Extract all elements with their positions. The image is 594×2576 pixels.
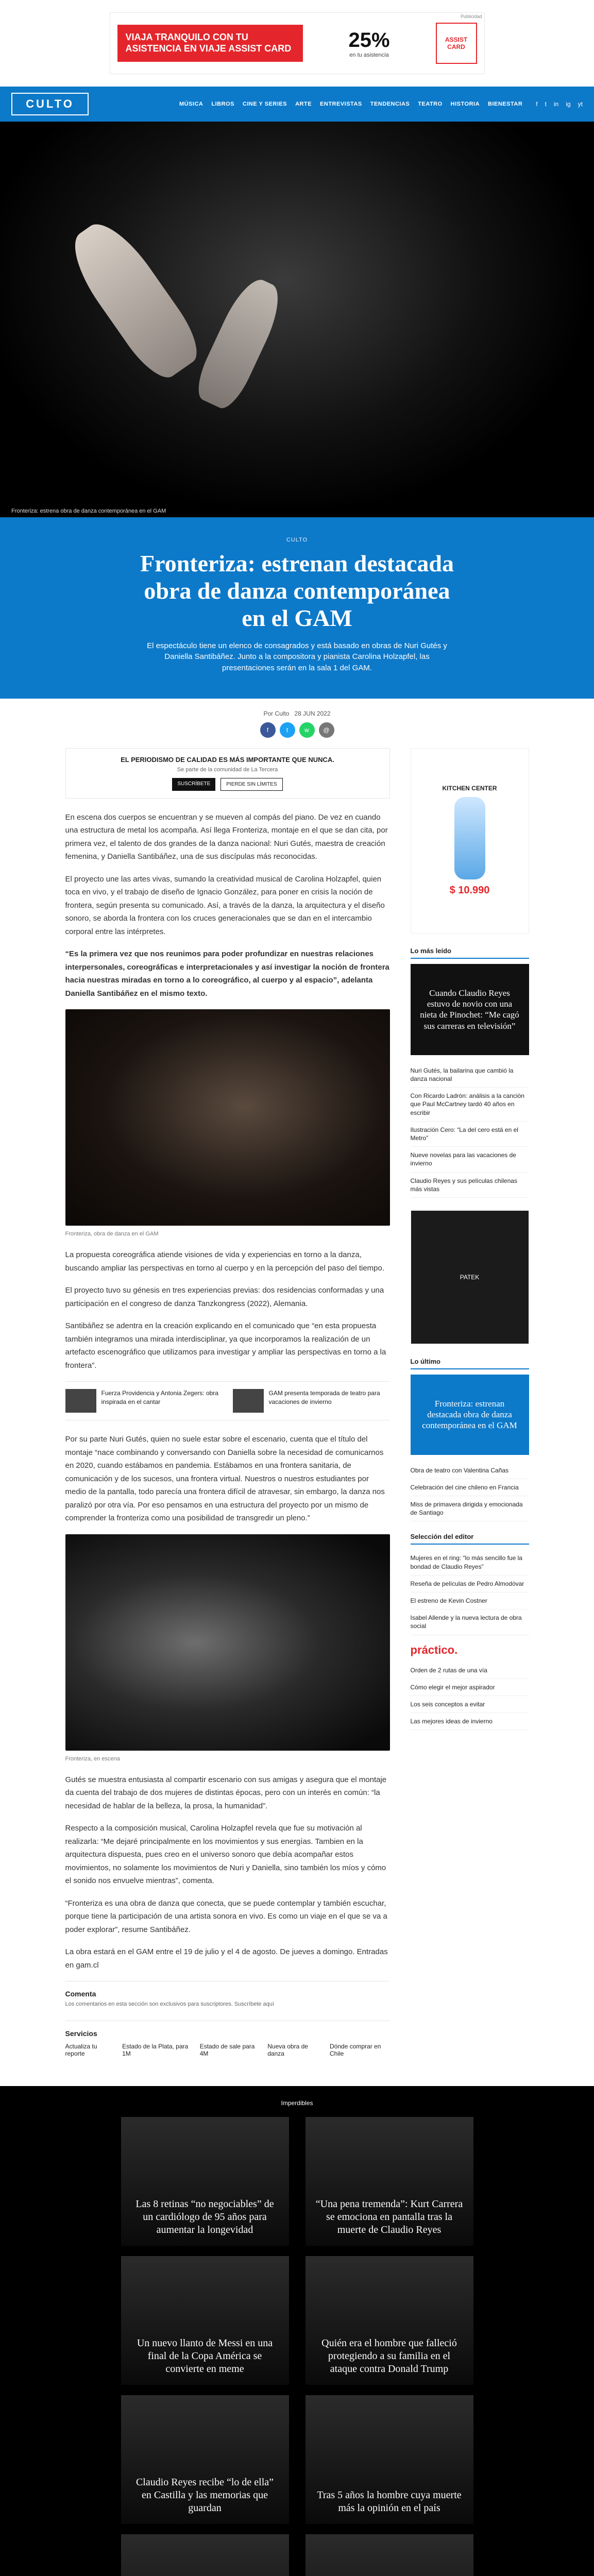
imperdible-card[interactable]: Claudio Reyes recibe “lo de ella” en Castilla y las memorias que guardan <box>121 2395 289 2524</box>
nav-link[interactable]: ENTREVISTAS <box>320 101 362 107</box>
editor-item[interactable]: Isabel Allende y la nueva lectura de obra social <box>411 1609 529 1635</box>
sidebar-ad[interactable] <box>411 748 529 934</box>
ad-tag: en tu asistencia <box>349 52 389 58</box>
most-read-item[interactable]: Ilustración Cero: “La del cero está en el Metro” <box>411 1122 529 1147</box>
practico-item[interactable]: Las mejores ideas de invierno <box>411 1713 529 1730</box>
latest-card[interactable]: Fronteriza: estrenan destacada obra de danza contemporánea en el GAM <box>411 1375 529 1455</box>
imperdibles-section <box>0 2086 594 2576</box>
service-item[interactable]: Dónde comprar en Chile <box>330 2043 381 2058</box>
hero-caption: Fronteriza: estrena obra de danza contemporánea en el GAM <box>0 505 594 517</box>
imperdible-card[interactable]: Las 8 retinas “no negociables” de un cardiólogo de 95 años para aumentar la longevidad <box>121 2117 289 2246</box>
service-item[interactable]: Nueva obra de danza <box>267 2043 308 2058</box>
article-header <box>0 517 594 699</box>
ad-headline: VIAJA TRANQUILO CON TU ASISTENCIA EN VIAJE ASSIST CARD <box>117 25 303 61</box>
nav-link[interactable]: BIENESTAR <box>488 101 523 107</box>
imperdibles-grid <box>0 2117 594 2576</box>
article-image <box>65 1534 390 1751</box>
nav-link[interactable]: TENDENCIAS <box>370 101 410 107</box>
dancer-figure <box>60 212 208 386</box>
image-caption: Fronteriza, en escena <box>65 1755 120 1762</box>
editor-item[interactable]: Mujeres en el ring: “lo más sencillo fue la bondad de Claudio Reyes” <box>411 1550 529 1575</box>
editor-title: Selección del editor <box>411 1533 529 1545</box>
related-title: Fuerza Providencia y Antonia Zegers: obra inspirada en el cantar <box>101 1389 218 1405</box>
paragraph: Santibáñez se adentra en la creación explicando en el comunicado que “en esta propuesta también integramos una mirada interdisciplinar, ya que incorporamos la realización de un artefacto escenográfico que utilizamos para investigar y ampliar las perspectivas en torno a la frontera”. <box>65 1321 386 1370</box>
linkedin-icon[interactable]: in <box>553 100 559 108</box>
services-title: Servicios <box>65 2029 97 2038</box>
sidebar-ad[interactable] <box>411 1210 529 1344</box>
paragraph: El proyecto une las artes vivas, sumando la creatividad musical de Carolina Holzapfel, quien toca en vivo, y el trabajo de diseño de Ignacio González, para poner en crisis la noción de frontera, según presenta su comunicado. Así, a través de la danza, la arquitectura y el diseño sonoro, se aborda la frontera con los cruces generacionales que se dan en el intercambio corporal entre las intérpretes. <box>65 874 385 936</box>
dancer-figure <box>190 273 288 414</box>
assist-card-logo: ASSIST CARD <box>436 23 477 64</box>
sidebar <box>411 748 529 2066</box>
related-item[interactable] <box>65 1389 223 1413</box>
most-read-item[interactable]: Nuri Gutés, la bailarina que cambió la danza nacional <box>411 1062 529 1088</box>
paragraph: Respecto a la composición musical, Carolina Holzapfel revela que fue su motivación al realizarla: “Me dejaré principalmente en los movimientos y sus energías. Tambien en la arquitectura dispuesta, pues creo en el universo sonoro que debía acompañar estos movimientos, no solamente los movimientos de Nuri y Daniella, sino también los míos y cómo el sonido nos envuelve mientras”, comenta. <box>65 1824 386 1886</box>
read-unlimited-button[interactable]: PIERDE SIN LÍMITES <box>220 778 282 791</box>
article-body <box>65 811 390 1972</box>
sidebar-ad-brand: KITCHEN CENTER <box>442 785 497 792</box>
service-item[interactable]: Estado de la Plata, para 1M <box>122 2043 189 2058</box>
author[interactable]: Por Culto <box>263 709 290 717</box>
article-image <box>65 1009 390 1226</box>
paragraph: Por su parte Nuri Gutés, quien no suele estar sobre el escenario, cuenta que el título del montaje “nace combinando y conversando con Daniella sobre la necesidad de comunicarnos en 2020, cuando estábamos en pandemia. Estábamos en una frontera sanitaria, de comunicación y de los sucesos, una frontera virtual. Nuestros o nuestros estudiantes por medio de la pantalla, todo parecía una frontera difícil de atravesar, sin embargo, la danza nos paralizó por otra vía. Por eso pensamos en una estructura del proyecto por un mismo de comprender la fronteriza como una posibilidad de transgredir un pleno.” <box>65 1435 385 1523</box>
image-caption: Fronteriza, obra de danza en el GAM <box>65 1231 159 1238</box>
subscribe-button[interactable]: SUSCRÍBETE <box>172 778 215 791</box>
imperdible-card[interactable] <box>306 2534 473 2576</box>
paragraph: La obra estará en el GAM entre el 19 de julio y el 4 de agosto. De jueves a domingo. Entradas en gam.cl <box>65 1947 388 1970</box>
latest-item[interactable]: Celebración del cine chileno en Francia <box>411 1479 529 1496</box>
practico-item[interactable]: Los seis conceptos a evitar <box>411 1696 529 1713</box>
nav-link[interactable]: ARTE <box>295 101 312 107</box>
editor-item[interactable]: El estreno de Kevin Costner <box>411 1592 529 1609</box>
services-items <box>65 2043 390 2057</box>
editor-list <box>411 1550 529 1635</box>
comments-title: Comenta <box>65 1990 96 1998</box>
practico-item[interactable]: Cómo elegir el mejor aspirador <box>411 1679 529 1696</box>
site-navbar <box>0 87 594 122</box>
related-thumb <box>233 1389 264 1413</box>
paragraph: “Fronteriza es una obra de danza que conecta, que se puede contemplar y también escuchar, porque tiene la participación de una artista sonora en vivo. Es como un viaje en el que se va a poder explorar”, resume Santibáñez. <box>65 1899 387 1934</box>
paragraph: El proyecto tuvo su génesis en tres experiencias previas: dos residencias conformadas y una participación en el congreso de danza Tanzkongress (2022), Alemania. <box>65 1286 384 1308</box>
imperdible-card[interactable] <box>121 2534 289 2576</box>
related-title: GAM presenta temporada de teatro para vacaciones de invierno <box>268 1389 380 1405</box>
article-title: Fronteriza: estrenan destacada obra de danza contemporánea en el GAM <box>140 550 454 631</box>
social-icons <box>536 100 583 108</box>
nav-link[interactable]: HISTORIA <box>450 101 480 107</box>
twitter-icon[interactable]: t <box>280 722 295 738</box>
whatsapp-icon[interactable]: w <box>299 722 315 738</box>
latest-item[interactable]: Obra de teatro con Valentina Cañas <box>411 1462 529 1479</box>
nav-link[interactable]: CINE Y SERIES <box>242 101 287 107</box>
ad-discount: 25% <box>348 28 390 52</box>
paragraph: “Es la primera vez que nos reunimos para poder profundizar en nuestras relaciones interpersonales, coreográficas e interpretacionales y así investigar la noción de frontera hacia nuestras miradas en torno a lo coreográfico, al cuerpo y al espacio”, adelanta Daniella Santibáñez en el mismo texto. <box>65 950 389 998</box>
related-thumb <box>65 1389 96 1413</box>
related-item[interactable] <box>233 1389 390 1413</box>
nav-link[interactable]: MÚSICA <box>179 101 203 107</box>
twitter-icon[interactable]: t <box>545 100 547 108</box>
imperdibles-title: Imperdibles <box>281 2099 313 2107</box>
comments-note[interactable]: Los comentarios en esta sección son exclusivos para suscriptores. Suscríbete aquí <box>65 2001 274 2008</box>
assist-card-ad[interactable] <box>110 12 485 74</box>
services-strip <box>65 2021 390 2065</box>
imperdible-card[interactable]: Quién era el hombre que falleció protegiendo a su familia en el ataque contra Donald Trump <box>306 2256 473 2385</box>
ad-badge: Publicidad <box>460 14 482 19</box>
related-articles <box>65 1381 390 1420</box>
most-read-title: Lo más leído <box>411 947 529 959</box>
practico-item[interactable]: Orden de 2 rutas de una vía <box>411 1662 529 1679</box>
latest-list <box>411 1462 529 1522</box>
culto-logo[interactable]: CULTO <box>11 93 89 115</box>
paragraph: Gutés se muestra entusiasta al compartir escenario con sus amigas y asegura que el montaje da cuenta del trabajo de dos mujeres de distintas épocas, pero con un interés en común: “la necesidad de hablar de la belleza, la prosa, la humanidad”. <box>65 1775 387 1810</box>
top-banner-ad[interactable] <box>0 0 594 87</box>
imperdible-card[interactable]: Tras 5 años la hombre cuya muerte más la opinión en el país <box>306 2395 473 2524</box>
service-item[interactable]: Estado de sale para 4M <box>199 2043 255 2058</box>
most-read-item[interactable]: Claudio Reyes y sus películas chilenas más vistas <box>411 1173 529 1198</box>
facebook-icon[interactable]: f <box>536 100 538 108</box>
email-icon[interactable]: @ <box>319 722 334 738</box>
hero-image <box>0 122 594 517</box>
nav-links <box>179 101 522 107</box>
comments-section <box>65 1981 390 2015</box>
latest-item[interactable]: Miss de primavera dirigida y emocionada de Santiago <box>411 1496 529 1521</box>
service-item[interactable]: Actualiza tu reporte <box>65 2043 97 2058</box>
article-kicker[interactable]: CULTO <box>286 537 308 543</box>
youtube-icon[interactable]: yt <box>578 100 583 108</box>
most-read-card[interactable]: Cuando Claudio Reyes estuvo de novio con una nieta de Pinochet: “Me cagó sus carreras en televisión” <box>411 964 529 1055</box>
subscribe-title: EL PERIODISMO DE CALIDAD ES MÁS IMPORTANTE QUE NUNCA. <box>121 755 334 764</box>
most-read-item[interactable]: Con Ricardo Ladrón: análisis a la canción que Paul McCartney tardó 40 años en escribir <box>411 1088 529 1122</box>
paragraph: En escena dos cuerpos se encuentran y se mueven al compás del piano. De vez en cuando una estructura de metal los acompaña. Así llega Fronteriza, montaje en el que se dan cita, por primera vez, el talento de dos grandes de la danza nacional: Nuri Gutés, maestra de creación femenina, y Daniella Santibáñez, una de sus discípulas más reconocidas. <box>65 812 388 861</box>
most-read-list <box>411 1062 529 1198</box>
latest-title: Lo último <box>411 1358 529 1369</box>
share-buttons <box>0 722 594 748</box>
date: 28 JUN 2022 <box>294 709 331 717</box>
paragraph: La propuesta coreográfica atiende visiones de vida y experiencias en torno a la danza, buscando ampliar las perspectivas en torno al cuerpo y en la percepción del paso del tiempo. <box>65 1250 385 1273</box>
ad-watch-label: PATEK <box>460 1273 480 1281</box>
subscribe-box <box>65 748 390 799</box>
byline <box>0 699 594 722</box>
subscribe-sub: Se parte de la comunidad de La Tercera <box>177 766 278 773</box>
editor-item[interactable]: Reseña de películas de Pedro Almodóvar <box>411 1575 529 1592</box>
product-bottle <box>454 797 485 879</box>
main-column <box>65 748 390 2066</box>
practico-logo[interactable]: práctico. <box>410 1643 458 1656</box>
article-lead: El espectáculo tiene un elenco de consagrados y está basado en obras de Nuri Gutés y Daniella Santibáñez. Junto a la compositora y pianista Carolina Holzapfel, las presentaciones serán en la sala 1 del GAM. <box>147 641 447 673</box>
sidebar-ad-price: $ 10.990 <box>449 885 490 896</box>
imperdible-card[interactable]: “Una pena tremenda”: Kurt Carrera se emociona en pantalla tras la muerte de Claudio Reyes <box>306 2117 473 2246</box>
content-layout <box>0 748 594 2087</box>
nav-link[interactable]: TEATRO <box>418 101 443 107</box>
facebook-icon[interactable]: f <box>260 722 276 738</box>
instagram-icon[interactable]: ig <box>566 100 571 108</box>
practico-list <box>411 1662 529 1731</box>
nav-link[interactable]: LIBROS <box>211 101 234 107</box>
most-read-item[interactable]: Nueve novelas para las vacaciones de invierno <box>411 1147 529 1172</box>
imperdible-card[interactable]: Un nuevo llanto de Messi en una final de la Copa América se convierte en meme <box>121 2256 289 2385</box>
